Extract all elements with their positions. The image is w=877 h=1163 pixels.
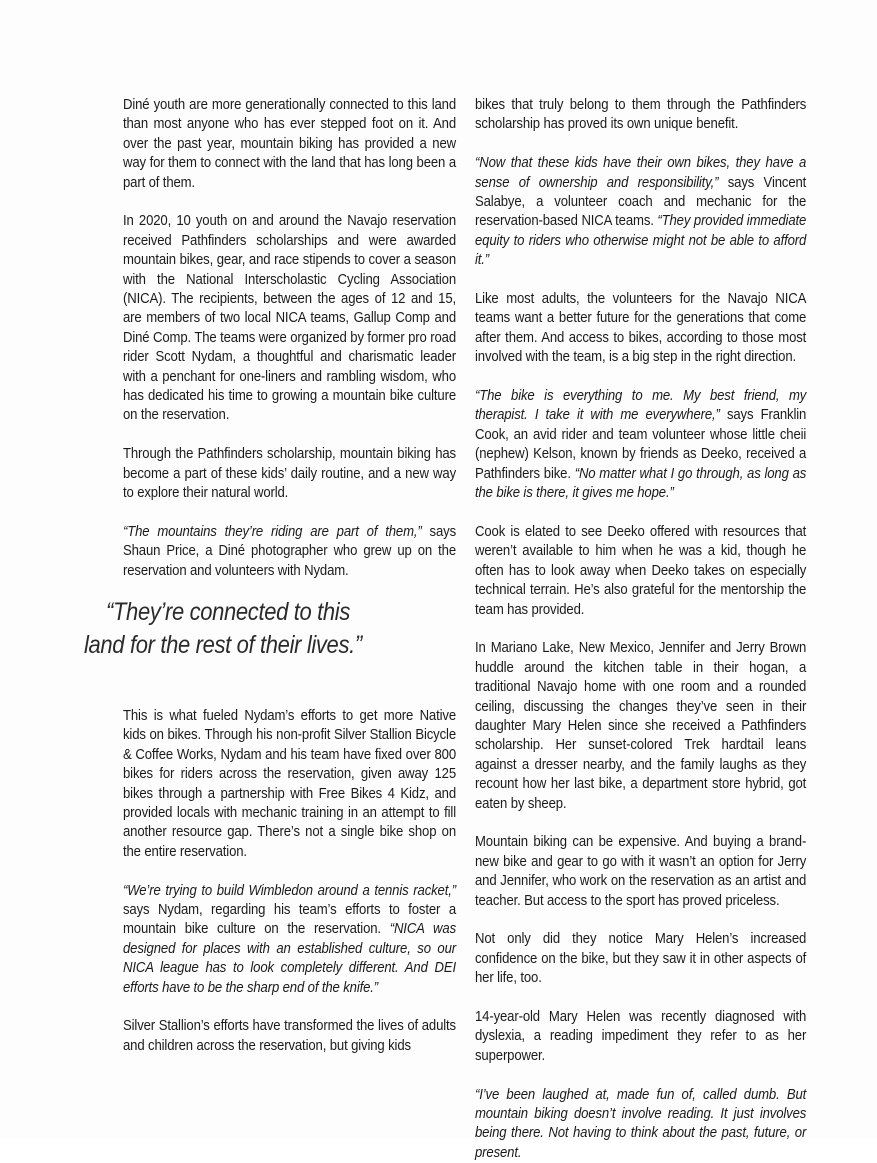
paragraph-mary-helen-quote: “I’ve been laughed at, made fun of, called dumb. But mountain biking doesn’t involve reading. It just involves being there. Not having to think about the past, future, or present. xyxy=(475,1086,807,1161)
attribution-text: says Franklin Cook, an avid rider and team volunteer whose little cheii (nephew) Kelson, known by friends as Deeko, received a Pathfinders bike. xyxy=(475,407,807,482)
attribution-text: says Vincent Salabye, a volunteer coach and mechanic for the reservation-based NICA teams. xyxy=(475,174,807,230)
quote-text: “They provided immediate equity to riders who otherwise might not be able to afford it.” xyxy=(475,213,807,269)
paragraph-intro: Diné youth are more generationally connected to this land than most anyone who has ever stepped foot on it. And over the past year, mountain biking has provided a new way for them to connect with the land that has long been a part of them. xyxy=(123,97,456,191)
paragraph-salabye-quote xyxy=(475,154,806,270)
paragraph-cook-elated: Cook is elated to see Deeko offered with resources that weren’t available to him when he was a kid, though he often has to look away when Deeko takes on especially technical terrain. He’s also grateful for the mentorship the team has provided. xyxy=(475,523,807,618)
paragraph-silver-stallion: Silver Stallion’s efforts have transformed the lives of adults and children across the reservation, but giving kids xyxy=(123,1018,456,1054)
paragraph-nydam-efforts: This is what fueled Nydam’s efforts to get more Native kids on bikes. Through his non-profit Silver Stallion Bicycle & Coffee Works, Nydam and his team have fixed over 800 bikes for riders across the reservation, given away 125 bikes through a partnership with Free Bikes 4 Kidz, and provided locals with mechanic training in an attempt to fill another resource gap. There’s not a single bike shop on the entire reservation. xyxy=(123,708,456,860)
paragraph-better-future: Like most adults, the volunteers for the Navajo NICA teams want a better future for the generations that come after them. And access to bikes, according to those most involved with the team, is a big step in the right direction. xyxy=(475,291,807,366)
right-column xyxy=(475,96,806,1163)
quote-text: “We’re trying to build Wimbledon around a tennis racket,” xyxy=(123,882,456,899)
paragraph-cook-quote xyxy=(475,387,806,503)
left-column-top xyxy=(123,96,456,581)
paragraph-wimbledon-quote xyxy=(123,882,456,998)
quote-text: “Now that these kids have their own bikes, they have a sense of ownership and responsibility,” xyxy=(475,155,807,191)
pull-quote-line-2: land for the rest of their lives.” xyxy=(84,631,362,659)
quote-text: “NICA was designed for places with an established culture, so our NICA league has to look completely different. And DEI efforts have to be the sharp end of the knife.” xyxy=(123,921,457,996)
paragraph-price-quote xyxy=(123,523,456,581)
quote-text: “No matter what I go through, as long as the bike is there, it gives me hope.” xyxy=(475,465,807,502)
quote-text: “The mountains they’re riding are part of them,” xyxy=(123,523,422,540)
paragraph-dyslexia: 14-year-old Mary Helen was recently diagnosed with dyslexia, a reading impediment they refer to as her superpower. xyxy=(475,1008,807,1064)
paragraph-routine: Through the Pathfinders scholarship, mountain biking has become a part of these kids’ daily routine, and a new way to explore their natural world. xyxy=(123,446,456,502)
paragraph-unique-benefit: bikes that truly belong to them through the Pathfinders scholarship has proved its own unique benefit. xyxy=(475,97,807,133)
quote-text: “The bike is everything to me. My best friend, my therapist. I take it with me everywhere,” xyxy=(475,388,807,424)
attribution-text: says Nydam, regarding his team’s efforts to foster a mountain bike culture on the reservation. xyxy=(123,902,456,938)
paragraph-confidence: Not only did they notice Mary Helen’s increased confidence on the bike, but they saw it in other aspects of her life, too. xyxy=(475,931,807,987)
attribution-text: says Shaun Price, a Diné photographer who grew up on the reservation and volunteers with Nydam. xyxy=(123,523,457,579)
pull-quote xyxy=(84,596,366,662)
paragraph-mariano-lake: In Mariano Lake, New Mexico, Jennifer and Jerry Brown huddle around the kitchen table in their hogan, a traditional Navajo home with one room and a rounded ceiling, discussing the changes they’ve seen in their daughter Mary Helen since she received a Pathfinders scholarship. Her sunset-colored Trek hardtail leans against a dresser nearby, and the family laughs as they recount how her last bike, a department store hybrid, got eaten by sheep. xyxy=(475,640,807,812)
paragraph-scholarships: In 2020, 10 youth on and around the Navajo reservation received Pathfinders scholarships and were awarded mountain bikes, gear, and race stipends to cover a season with the National Interscholastic Cycling Association (NICA). The recipients, between the ages of 12 and 15, are members of two local NICA teams, Gallup Comp and Diné Comp. The teams were organized by former pro road rider Scott Nydam, a thoughtful and charismatic leader with a penchant for one-liners and rambling wisdom, who has dedicated his time to growing a mountain bike culture on the reservation. xyxy=(123,213,456,424)
paragraph-expensive: Mountain biking can be expensive. And buying a brand-new bike and gear to go with it wasn’t an option for Jerry and Jennifer, who work on the reservation as an artist and teacher. But access to the sport has proved priceless. xyxy=(475,834,807,909)
left-column-bottom xyxy=(123,707,456,1056)
pull-quote-line-1: “They’re connected to this xyxy=(106,598,350,626)
